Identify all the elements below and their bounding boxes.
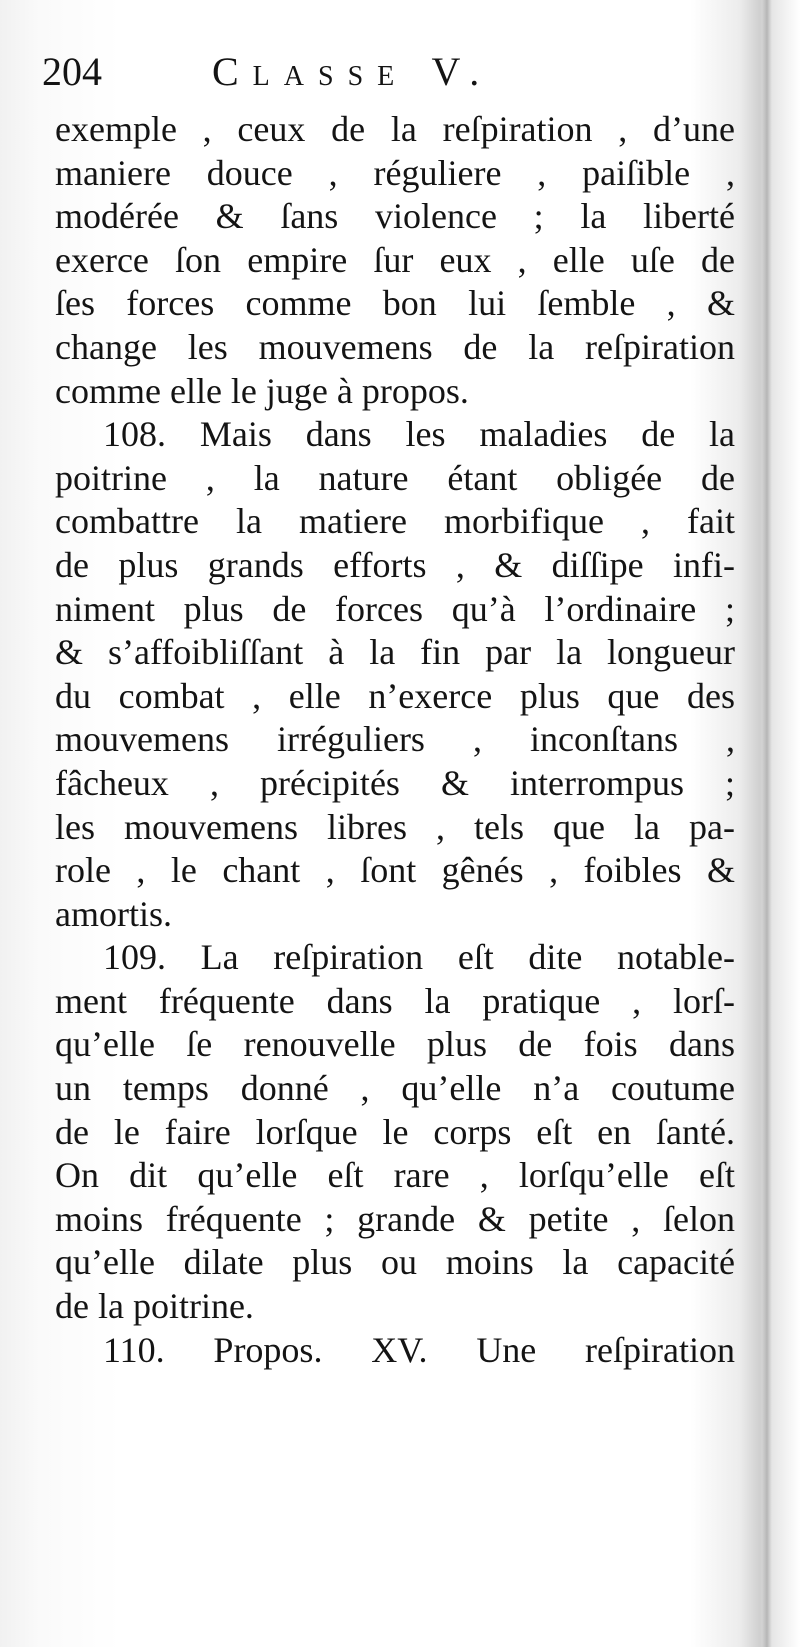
- text-line: modérée & ſans violence ; la liberté: [55, 196, 735, 237]
- text-line: mouvemens irréguliers , inconſtans ,: [55, 719, 735, 760]
- text-line: ſes forces comme bon lui ſemble , &: [55, 283, 735, 324]
- text-line: moins fréquente ; grande & petite , ſelon: [55, 1198, 735, 1239]
- text-line: change les mouvemens de la reſpiration: [55, 326, 735, 367]
- text-line: de la poitrine.: [55, 1286, 254, 1327]
- text-line: du combat , elle n’exerce plus que des: [55, 675, 735, 716]
- text-line: exerce ſon empire ſur eux , elle uſe de: [55, 239, 735, 280]
- text-line: niment plus de forces qu’à l’ordinaire ;: [55, 588, 735, 629]
- text-line: exemple , ceux de la reſpiration , d’une: [55, 109, 735, 149]
- text-line: de plus grands efforts , & diſſipe infi-: [55, 544, 735, 585]
- page-header: [42, 42, 742, 102]
- text-line: qu’elle ſe renouvelle plus de fois dans: [55, 1024, 735, 1065]
- text-line: de le faire lorſque le corps eſt en ſanté.: [55, 1111, 735, 1152]
- page-number: 204: [42, 49, 102, 94]
- paragraph-110-start: 110. Propos. XV. Une reſpiration: [103, 1329, 735, 1370]
- text-line: amortis.: [55, 893, 172, 934]
- text-line: maniere douce , réguliere , paiſible ,: [55, 152, 735, 193]
- text-line: role , le chant , ſont gênés , foibles &: [55, 850, 735, 891]
- text-line: qu’elle dilate plus ou moins la capacité: [55, 1242, 735, 1283]
- paragraph-108-start: 108. Mais dans les maladies de la: [103, 414, 735, 455]
- paragraph-109-start: 109. La reſpiration eſt dite notable-: [103, 937, 735, 978]
- text-line: les mouvemens libres , tels que la pa-: [55, 806, 735, 847]
- text-line: un temps donné , qu’elle n’a coutume: [55, 1068, 735, 1109]
- page-edge-shadow: [762, 0, 772, 1647]
- text-line: poitrine , la nature étant obligée de: [55, 457, 735, 498]
- text-line: ment fréquente dans la pratique , lorſ-: [55, 980, 735, 1021]
- text-line: On dit qu’elle eſt rare , lorſqu’elle eſt: [55, 1155, 735, 1196]
- text-line: fâcheux , précipités & interrompus ;: [55, 762, 735, 803]
- running-head: Classe V.: [212, 49, 494, 94]
- text-line: combattre la matiere morbifique , fait: [55, 501, 735, 542]
- body-text: [55, 108, 735, 1372]
- text-line: comme elle le juge à propos.: [55, 370, 469, 411]
- text-line: & s’affoibliſſant à la fin par la longueur: [55, 632, 735, 673]
